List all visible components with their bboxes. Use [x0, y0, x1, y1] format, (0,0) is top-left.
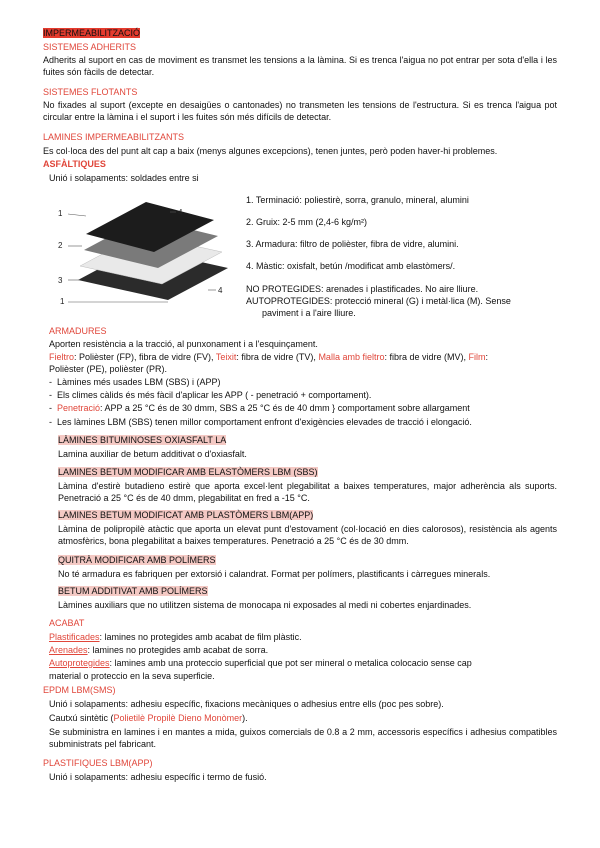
term-malla: Malla amb fieltro	[318, 352, 385, 362]
figure-label-4-top: 4	[178, 208, 183, 217]
type-text-quitra: No té armadura es fabriquen per extorsió i calandrat. Format per polímers, plastificants i càrregues minerals.	[58, 569, 491, 579]
epdm-cautxu-c: ).	[242, 713, 248, 723]
text-autoprotegides: : lamines amb una proteccio superficial que pot ser mineral o metalica colocacio sense cap	[109, 658, 472, 668]
type-heading-plastomers-text: LAMINES BETUM MODIFICAT AMB PLASTÒMERS LBM(APP)	[58, 510, 314, 520]
text-armadures-materials	[49, 351, 488, 363]
plastifiques-unio: Unió i solapaments: adhesiu específic i termo de fusió.	[49, 772, 267, 782]
heading-asfaltiques: ASFÀLTIQUES	[43, 159, 106, 169]
term-film: Film	[468, 352, 486, 362]
epdm-cautxu-term: Polietilè Propilè Dieno Monòmer	[113, 713, 243, 723]
type-heading-elastomers	[58, 466, 318, 478]
epdm-unio: Unió i solapaments: adhesiu específic, fixacions mecàniques o adhesius entre ells (poc pes sobre).	[49, 699, 444, 709]
epdm-text: Se subministra en lamines i en mantes a mida, guixos comercials de 0.8 a 2 mm, accessoris específics i adhesius compatibles subministrats pel fabricant.	[49, 727, 557, 749]
heading-adherits: SISTEMES ADHERITS	[43, 42, 137, 52]
type-text-oxiasfalt: Lamina auxiliar de betum additivat o d'oxiasfalt.	[58, 449, 247, 459]
text-plastificades: : lamines no protegides amb acabat de film plàstic.	[99, 632, 302, 642]
heading-acabat: ACABAT	[49, 618, 85, 628]
bullet-1-text: Làmines més usades LBM (SBS) i (APP)	[57, 377, 221, 387]
text-arenades: : lamines no protegides amb acabat de sorra.	[87, 645, 269, 655]
epdm-cautxu	[49, 712, 248, 724]
epdm-cautxu-a: Cautxú sintètic (	[49, 713, 114, 723]
type-text-betum: Làmines auxiliars que no utilitzen sistema de monocapa ni exposades al medi ni cobertes enjardinades.	[58, 600, 472, 610]
bullet-3: - Penetració: APP a 25 °C és de 30 dmm, SBS a 25 °C és de 40 dmm } comportament sobre allargament	[49, 403, 470, 413]
heading-plastifiques: PLASTIFIQUES LBM(APP)	[43, 758, 153, 768]
type-heading-quitra-text: QUITRÀ MODIFICAR AMB POLÍMERS	[58, 555, 216, 565]
text-malla: : fibra de vidre (MV),	[384, 352, 469, 362]
text-unio-asfaltiques: Unió i solapaments: soldades entre si	[49, 173, 199, 183]
type-heading-quitra	[58, 554, 216, 566]
bullet-1: - Làmines més usades LBM (SBS) i (APP)	[49, 377, 221, 387]
text-armadures-materials-2: Polièster (PE), polièster (PR).	[49, 364, 168, 374]
figure-item-3: 3. Armadura: filtro de polièster, fibra de vidre, alumini.	[246, 239, 459, 249]
text-armadures-intro: Aporten resistència a la tracció, al punxonament i a l'esquinçament.	[49, 339, 318, 349]
bullet-3-text: : APP a 25 °C és de 30 dmm, SBS a 25 °C és de 40 dmm } comportament sobre allargament	[100, 403, 470, 413]
bullet-2-text: Els climes càlids és més fàcil d'aplicar les APP ( - penetració + comportament).	[57, 390, 372, 400]
term-arenades: Arenades	[49, 645, 88, 655]
figure-label-3: 3	[58, 276, 63, 285]
text-fieltro: : Polièster (FP), fibra de vidre (FV),	[74, 352, 216, 362]
heading-armadures: ARMADURES	[49, 326, 107, 336]
heading-laminas: LAMINES IMPERMEABILITZANTS	[43, 132, 185, 142]
type-text-elastomers: Làmina d'estirè butadieno estirè que aporta excel·lent plegabilitat a baixes temperatures, major adherència als suports. Penetració a 25 °C és de 40 dmm, plegabilitat en fred a -15 °C.	[58, 481, 557, 503]
figure-autoprotegides-2: paviment i a l'aire lliure.	[262, 308, 356, 318]
acabat-plastificades	[49, 631, 302, 643]
membrane-layers-illustration	[58, 188, 238, 308]
term-autoprotegides: Autoprotegides	[49, 658, 110, 668]
heading-epdm: EPDM LBM(SMS)	[43, 685, 116, 695]
type-heading-betum	[58, 585, 208, 597]
figure-label-1-top: 1	[58, 209, 63, 218]
acabat-arenades	[49, 644, 268, 656]
figure-item-2: 2. Gruix: 2-5 mm (2,4-6 kg/m²)	[246, 217, 368, 227]
heading-flotants: SISTEMES FLOTANTS	[43, 87, 138, 97]
figure-item-1: 1. Terminació: poliestirè, sorra, granulo, mineral, alumini	[246, 195, 469, 205]
text-laminas: Es col·loca des del punt alt cap a baix (menys algunes excepcions), tenen juntes, però poden haver-hi problemes.	[43, 146, 498, 156]
figure-label-1-bottom: 1	[60, 297, 65, 306]
text-film: :	[485, 352, 489, 362]
page-title	[43, 27, 140, 39]
figure-autoprotegides: AUTOPROTEGIDES: protecció mineral (G) i metàl·lica (M). Sense	[246, 296, 511, 306]
text-adherits: Adherits al suport en cas de moviment es transmet les tensions a la làmina. Si es trenca l'aigua no pot entrar per sota d'ella i les fuites són fàcils de detectar.	[43, 55, 557, 77]
type-heading-elastomers-text: LAMINES BETUM MODIFICAR AMB ELASTÒMERS LBM (SBS)	[58, 467, 318, 477]
type-heading-betum-text: BETUM ADDITIVAT AMB POLÍMERS	[58, 586, 208, 596]
figure-item-4: 4. Màstic: oxisfalt, betún /modificat amb elastòmers/.	[246, 261, 456, 271]
acabat-autoprotegides-2: material o proteccio en la seva superficie.	[49, 671, 215, 681]
term-penetracio: Penetració	[57, 403, 101, 413]
term-fieltro: Fieltro	[49, 352, 75, 362]
membrane-layers-figure	[58, 188, 238, 308]
type-text-plastomers: Làmina de polipropilè atàctic que aporta un elevat punt d'estovament (col·locació en dies calorosos), resistència als agents atmosfèrics, bona plegabilitat a baixes temperatures. Penetració a 25 °C és de 30 dmm.	[58, 524, 557, 546]
bullet-4: - Les làmines LBM (SBS) tenen millor comportament enfront d'exigències elevades de tracció i elongació.	[49, 417, 472, 427]
title-text: IMPERMEABILITZACIÓ	[43, 28, 141, 38]
bullet-4-text: Les làmines LBM (SBS) tenen millor comportament enfront d'exigències elevades de tracció i elongació.	[57, 417, 472, 427]
text-teixit: : fibra de vidre (TV),	[236, 352, 319, 362]
figure-label-4-bottom: 4	[218, 286, 223, 295]
term-plastificades: Plastificades	[49, 632, 100, 642]
bullet-2: - Els climes càlids és més fàcil d'aplicar les APP ( - penetració + comportament).	[49, 390, 372, 400]
type-heading-oxiasfalt-text: LÀMINES BITUMINOSES OXIASFALT LA	[58, 435, 227, 445]
type-heading-plastomers	[58, 509, 313, 521]
figure-no-protegides: NO PROTEGIDES: arenades i plastificades. No aire lliure.	[246, 284, 479, 294]
figure-label-2: 2	[58, 241, 63, 250]
type-heading-oxiasfalt	[58, 434, 226, 446]
term-teixit: Teixit	[215, 352, 237, 362]
acabat-autoprotegides	[49, 657, 472, 669]
text-flotants: No fixades al suport (excepte en desaigües o cantonades) no transmeten les tensions de l'estructura. Si es trenca l'aigua pot circular entre la làmina i el suport i les fuites són més difícils de detectar.	[43, 100, 557, 122]
